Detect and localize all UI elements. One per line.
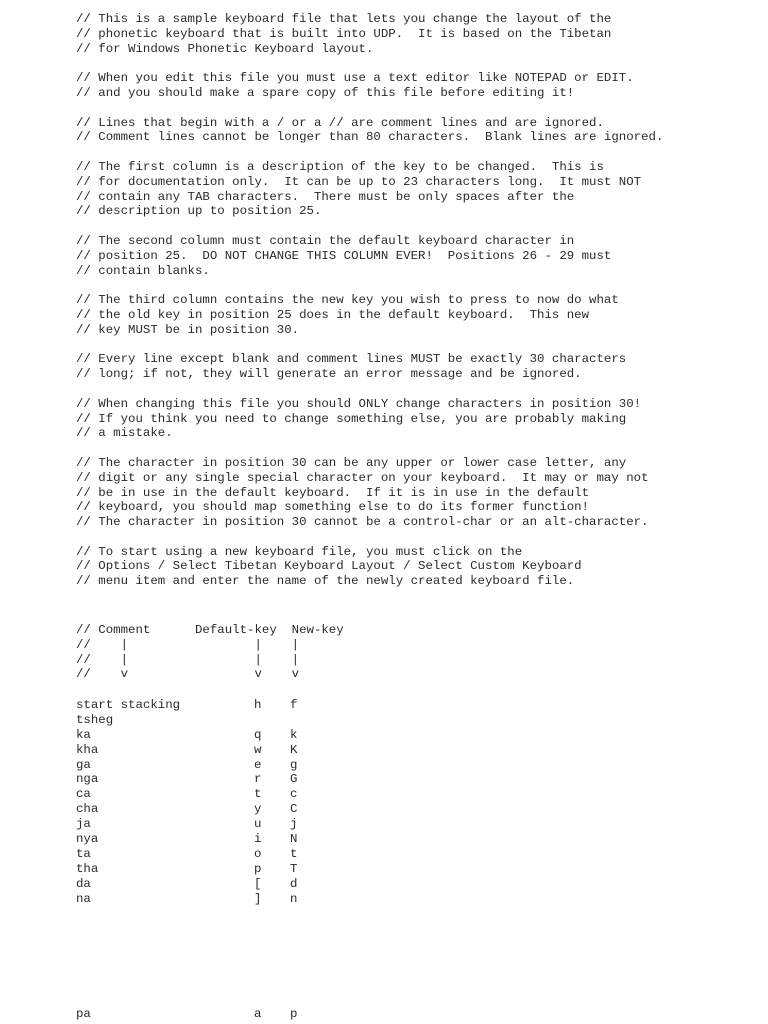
default-key: r	[254, 772, 262, 787]
comment-paragraph	[76, 456, 663, 530]
default-key: t	[254, 787, 262, 802]
default-key: i	[254, 832, 262, 847]
comment-line: // contain blanks.	[76, 263, 210, 278]
key-description: kha	[76, 742, 99, 757]
keymap-row	[76, 772, 376, 787]
comment-line: // for documentation only. It can be up to 23 characters long. It must NOT	[76, 174, 642, 189]
default-key: e	[254, 757, 262, 772]
keymap-row	[76, 728, 376, 743]
key-description: cha	[76, 802, 99, 817]
comment-line: // Lines that begin with a / or a // are comment lines and are ignored.	[76, 115, 604, 130]
keymap-table-continued	[76, 1007, 376, 1022]
comment-line: // menu item and enter the name of the newly created keyboard file.	[76, 574, 575, 589]
comment-line: // This is a sample keyboard file that lets you change the layout of the	[76, 12, 612, 26]
new-key: N	[290, 832, 298, 847]
comment-line: // If you think you need to change something else, you are probably making	[76, 411, 627, 426]
key-description: na	[76, 891, 91, 906]
legend-line: // v v v	[76, 667, 300, 682]
comment-paragraph	[76, 293, 663, 337]
keymap-row	[76, 1007, 376, 1022]
comment-line: // phonetic keyboard that is built into UDP. It is based on the Tibetan	[76, 26, 612, 41]
new-key: G	[290, 772, 298, 787]
comment-line: // position 25. DO NOT CHANGE THIS COLUMN EVER! Positions 26 - 29 must	[76, 248, 612, 263]
default-key: u	[254, 817, 262, 832]
keymap-row	[76, 713, 376, 728]
comment-line: // To start using a new keyboard file, you must click on the	[76, 544, 523, 559]
comment-line: // Every line except blank and comment lines MUST be exactly 30 characters	[76, 352, 627, 367]
keymap-row	[76, 847, 376, 862]
keymap-row	[76, 698, 376, 713]
new-key: f	[290, 698, 298, 712]
comment-line: // keyboard, you should map something else to do its former function!	[76, 500, 590, 515]
key-description: ka	[76, 727, 91, 742]
keymap-row	[76, 817, 376, 832]
new-key: K	[290, 742, 298, 757]
new-key: n	[290, 891, 298, 906]
comment-line: // When you edit this file you must use a text editor like NOTEPAD or EDIT.	[76, 71, 634, 86]
legend-line: // | | |	[76, 652, 300, 667]
comment-paragraph	[76, 12, 663, 56]
comment-line: // The third column contains the new key you wish to press to now do what	[76, 293, 619, 308]
comment-line: // be in use in the default keyboard. If it is in use in the default	[76, 485, 590, 500]
comment-line: // The second column must contain the default keyboard character in	[76, 233, 575, 248]
comment-line: // long; if not, they will generate an error message and be ignored.	[76, 367, 582, 382]
key-description: tha	[76, 861, 99, 876]
new-key: p	[290, 1007, 298, 1021]
new-key: k	[290, 727, 298, 742]
new-key: g	[290, 757, 298, 772]
default-key: y	[254, 802, 262, 817]
default-key: a	[254, 1007, 262, 1021]
new-key: c	[290, 787, 298, 802]
comment-line: // Options / Select Tibetan Keyboard Layout / Select Custom Keyboard	[76, 559, 582, 574]
comment-paragraph	[76, 71, 663, 101]
comment-paragraph	[76, 234, 663, 278]
comment-line: // The character in position 30 can be any upper or lower case letter, any	[76, 455, 627, 470]
comment-block	[76, 12, 663, 604]
comment-line: // The character in position 30 cannot be a control-char or an alt-character.	[76, 515, 649, 530]
default-key: ]	[254, 891, 262, 906]
keymap-row	[76, 743, 376, 758]
new-key: C	[290, 802, 298, 817]
key-description: nga	[76, 772, 99, 787]
key-description: ga	[76, 757, 91, 772]
key-description: start stacking	[76, 698, 181, 712]
comment-line: // a mistake.	[76, 426, 173, 441]
comment-line: // contain any TAB characters. There must be only spaces after the	[76, 189, 575, 204]
key-description: ta	[76, 846, 91, 861]
comment-line: // digit or any single special character on your keyboard. It may or may not	[76, 470, 649, 485]
key-description: ja	[76, 817, 91, 832]
comment-line: // for Windows Phonetic Keyboard layout.	[76, 41, 374, 56]
keymap-row	[76, 787, 376, 802]
comment-line: // The first column is a description of the key to be changed. This is	[76, 159, 604, 174]
comment-line: // When changing this file you should ONLY change characters in position 30!	[76, 396, 642, 411]
key-description: nya	[76, 832, 99, 847]
key-description: pa	[76, 1007, 91, 1021]
new-key: j	[290, 817, 298, 832]
keymap-row	[76, 832, 376, 847]
comment-line: // key MUST be in position 30.	[76, 322, 300, 337]
default-key: [	[254, 876, 262, 891]
comment-line: // description up to position 25.	[76, 204, 322, 219]
new-key: T	[290, 861, 298, 876]
keymap-row	[76, 862, 376, 877]
keymap-row	[76, 892, 376, 907]
key-description: tsheg	[76, 712, 114, 727]
comment-paragraph	[76, 116, 663, 146]
comment-paragraph	[76, 160, 663, 219]
key-description: ca	[76, 787, 91, 802]
column-legend	[76, 623, 344, 682]
default-key: w	[254, 742, 262, 757]
keymap-row	[76, 758, 376, 773]
keymap-row	[76, 802, 376, 817]
default-key: o	[254, 846, 262, 861]
comment-line: // Comment lines cannot be longer than 80 characters. Blank lines are ignored.	[76, 130, 664, 145]
comment-line: // and you should make a spare copy of this file before editing it!	[76, 85, 575, 100]
comment-line: // the old key in position 25 does in the default keyboard. This new	[76, 307, 590, 322]
keymap-row	[76, 877, 376, 892]
comment-paragraph	[76, 397, 663, 441]
keymap-table	[76, 698, 376, 906]
new-key: d	[290, 876, 298, 891]
new-key: t	[290, 846, 298, 861]
legend-line: // | | |	[76, 637, 300, 652]
key-description: da	[76, 876, 91, 891]
comment-paragraph	[76, 352, 663, 382]
default-key: h	[254, 698, 262, 712]
legend-line: // Comment Default-key New-key	[76, 623, 344, 637]
default-key: p	[254, 861, 262, 876]
comment-paragraph	[76, 545, 663, 589]
default-key: q	[254, 727, 262, 742]
